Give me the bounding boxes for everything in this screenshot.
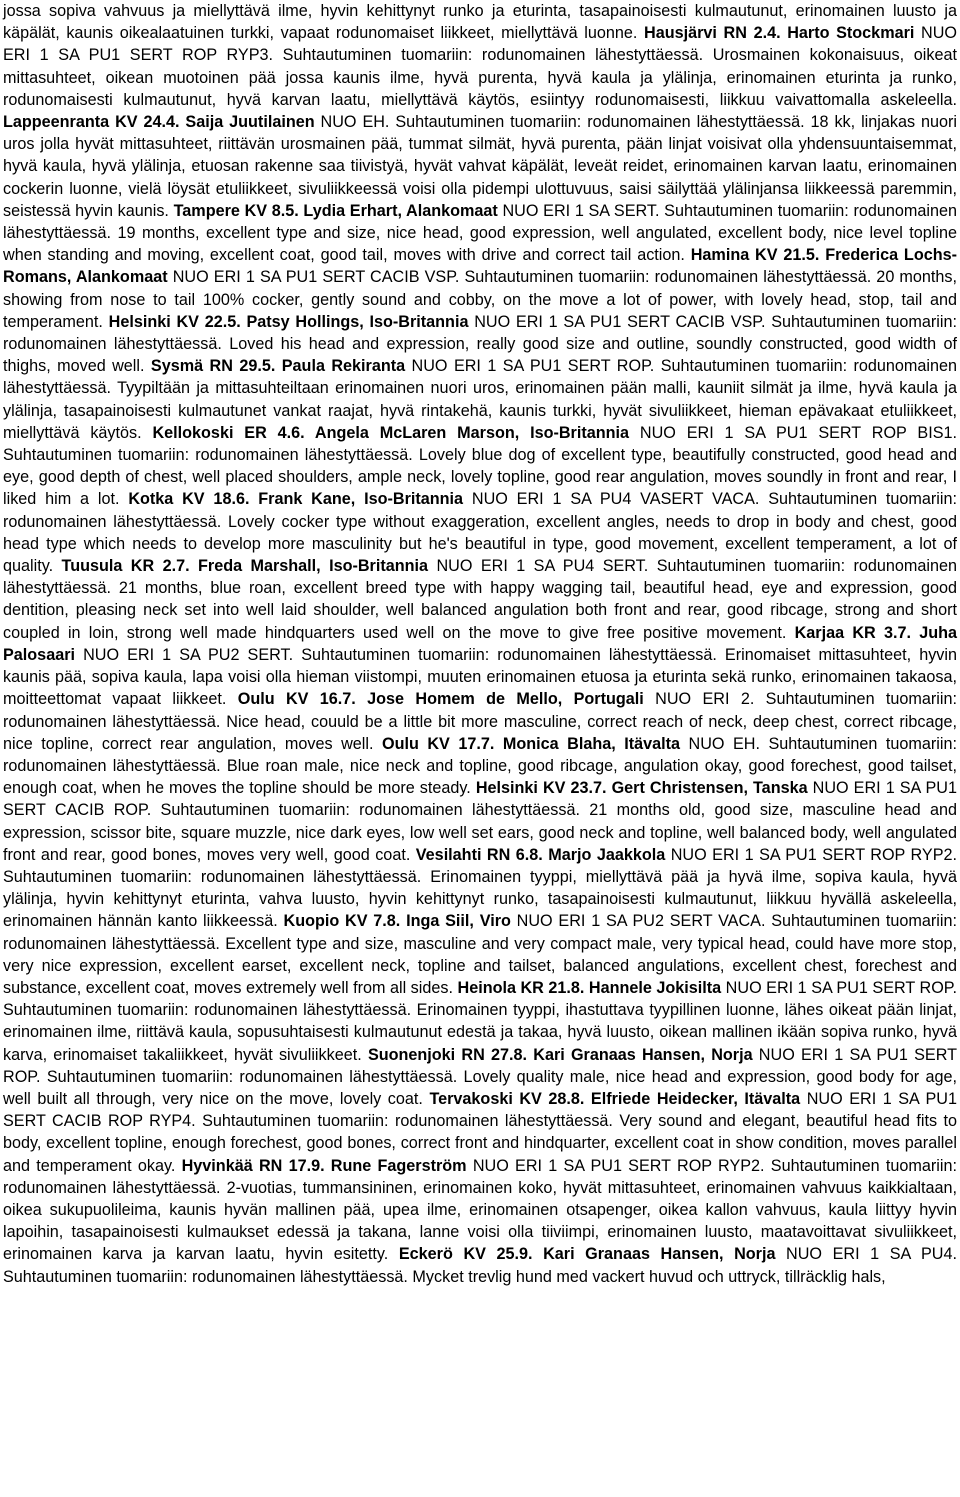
critique-text: NUO ERI 1 SA PU1 SERT ROP. Suhtautuminen tuomariin: rodunomainen lähestyttäessä. Erinomainen tyyppi, ihastuttava tyypillinen luonne, lähes oikeat pään linjat, erinomainen ilme, riittävä kaula, sopusuhtaisesti kulmautunut edestä ja takaa, hyvä luusto, oikean mallinen ikään sopiva runko, hyvä karva, erinomaiset takaliikkeet, hyvät sivuliikkeet. (3, 978, 957, 1064)
show-judge-heading: Hyvinkää RN 17.9. Rune Fagerström (181, 1156, 467, 1175)
show-judge-heading: Lappeenranta KV 24.4. Saija Juutilainen (3, 113, 315, 132)
critique-text: NUO EH. Suhtautuminen tuomariin: rodunomainen lähestyttäessä. Blue roan male, nice neck and topline, good ribcage, angulation okay, good forechest, good tailset, enough coat, when he moves the topline should be more steady. (3, 734, 957, 798)
show-judge-heading: Karjaa KR 3.7. Juha Palosaari (3, 623, 957, 664)
critique-text: NUO EH. Suhtautuminen tuomariin: rodunomainen lähestyttäessä. 18 kk, linjakas nuori uros jolla hyvät mittasuhteet, riittävän urosmainen pää, tummat silmät, hyvä purenta, pään linjat voisivat olla yhdensuuntaisemmat, hyvä kaula, hyvä ylälinja, etuosan rakenne saa tiivistyä, hyvät vahvat käpälät, leveät reidet, erinomainen karvan laatu, erinomainen cockerin luonne, vielä löysät etuliikkeet, sivuliikkeessä voisi olla pidempi ulottuvuus, saisi säilyttää ylälinjansa liikkeessä paremmin, seistessä hyvin kaunis. (3, 113, 957, 220)
critique-text: NUO ERI 2. Suhtautuminen tuomariin: rodunomainen lähestyttäessä. Nice head, couuld be a little bit more masculine, correct reach of neck, deep chest, correct ribcage, nice topline, correct rear angulation, moves well. (3, 690, 957, 753)
critique-text: NUO ERI 1 SA PU4. Suhtautuminen tuomariin: rodunomainen lähestyttäessä. Mycket trevlig hund med vackert huvud och uttryck, tillräcklig hals, (3, 1245, 957, 1286)
show-judge-heading: Vesilahti RN 6.8. Marjo Jaakkola (415, 845, 666, 864)
critique-text: NUO ERI 1 SA PU2 SERT. Suhtautuminen tuomariin: rodunomainen lähestyttäessä. Erinomaiset mittasuhteet, hyvin kaunis pää, sopiva kaula, lapa voisi olla hieman viistompi, muuten erinomainen etuosa ja eturinta sekä runko, erinomainen takaosa, moitteettomat vapaat liikkeet. (3, 645, 957, 709)
critique-text: NUO ERI 1 SA PU1 SERT CACIB ROP. Suhtautuminen tuomariin: rodunomainen lähestyttäessä. 21 months old, good size, masculine head and expression, scissor bite, square muzzle, nice dark eyes, low well set ears, good neck and topline, well balanced body, well angulated front and rear, good bones, moves very well, good coat. (3, 779, 957, 864)
show-judge-heading: Kotka KV 18.6. Frank Kane, Iso-Britannia (128, 490, 464, 509)
show-judge-heading: Hamina KV 21.5. Frederica Lochs-Romans, Alankomaat (3, 246, 957, 287)
critique-text: NUO ERI 1 SA SERT. Suhtautuminen tuomariin: rodunomainen lähestyttäessä. 19 months, excellent type and size, nice head, good expression, well angulated, excellent body, nice level topline when standing and moving, excellent coat, good tail, moves with drive and correct tail action. (3, 201, 957, 265)
critique-text: NUO ERI 1 SA PU2 SERT VACA. Suhtautuminen tuomariin: rodunomainen lähestyttäessä. Excellent type and size, masculine and very compact male, very typical head, could have more stop, very nice expression, excellent earset, excellent neck, topline and tailset, balanced angulations, excellent chest, forechest and substance, excellent coat, moves extremely well from all sides. (3, 912, 957, 997)
show-judge-heading: Hausjärvi RN 2.4. Harto Stockmari (644, 24, 915, 43)
critique-text: NUO ERI 1 SA PU1 SERT CACIB VSP. Suhtautuminen tuomariin: rodunomainen lähestyttäessä. Loved his head and expression, really good size and outline, soundly constructed, good width of thighs, moved well. (3, 312, 957, 376)
critique-text: NUO ERI 1 SA PU1 SERT ROP RYP3. Suhtautuminen tuomariin: rodunomainen lähestyttäessä. Urosmainen kokonaisuus, oikeat mittasuhteet, oikean muotoinen pää jossa kaunis ilme, hyvä purenta, hyvä kaula ja ylälinja, erinomainen eturinta ja runko, rodunomaisesti kulmautunut, hyvä karvan laatu, miellyttävä käytös, esiintyy rodunomaisesti, liikkuu vaivattomalla askeleella. (3, 24, 957, 109)
critique-text: NUO ERI 1 SA PU1 SERT ROP. Suhtautuminen tuomariin: rodunomainen lähestyttäessä. Lovely quality male, nice head and expression, good body for age, well built all through, very nice on the move, lovely coat. (3, 1045, 957, 1108)
show-judge-heading: Helsinki KV 23.7. Gert Christensen, Tanska (475, 779, 808, 798)
show-judge-heading: Eckerö KV 25.9. Kari Granaas Hansen, Norja (398, 1245, 776, 1264)
show-judge-heading: Helsinki KV 22.5. Patsy Hollings, Iso-Britannia (108, 312, 469, 331)
show-judge-heading: Oulu KV 17.7. Monica Blaha, Itävalta (381, 734, 681, 753)
results-paragraph (3, 0, 957, 1288)
show-judge-heading: Heinola KR 21.8. Hannele Jokisilta (457, 978, 722, 997)
show-judge-heading: Oulu KV 16.7. Jose Homem de Mello, Portugali (237, 690, 644, 709)
critique-text: NUO ERI 1 SA PU1 SERT CACIB VSP. Suhtautuminen tuomariin: rodunomainen lähestyttäessä. 20 months, showing from nose to tail 100% cocker, gently sound and cobby, on the move a lot of power, with lovely head, stop, tail and temperament. (3, 268, 957, 331)
critique-text: NUO ERI 1 SA PU1 SERT ROP. Suhtautuminen tuomariin: rodunomainen lähestyttäessä. Tyypiltään ja mittasuhteiltaan erinomainen nuori uros, erinomainen pään malli, kauniit silmät ja ilme, hyvä kaula ja ylälinja, tasapainoisesti kulmautunet vankat raajat, hyvä rintakehä, kaunis turkki, hyvät sivuliikkeet, hieman epävakaat etuliikkeet, miellyttävä käytös. (3, 357, 957, 442)
critique-text: jossa sopiva vahvuus ja miellyttävä ilme, hyvin kehittynyt runko ja eturinta, tasapainoisesti kulmautunut, erinomainen luusto ja käpälät, kaunis oikealaatuinen turkki, vapaat rodunomaiset liikkeet, miellyttävä luonne. (3, 2, 957, 43)
show-judge-heading: Suonenjoki RN 27.8. Kari Granaas Hansen, Norja (367, 1045, 753, 1064)
show-judge-heading: Tampere KV 8.5. Lydia Erhart, Alankomaat (173, 201, 498, 220)
critique-text: NUO ERI 1 SA PU1 SERT CACIB ROP RYP4. Suhtautuminen tuomariin: rodunomainen lähestyttäessä. Very sound and elegant, beautiful head fits to body, excellent topline, enough forechest, good bones, correct front and hindquarter, excellent coat in show condition, moves parallel and temperament okay. (3, 1089, 957, 1175)
critique-text: NUO ERI 1 SA PU1 SERT ROP RYP2. Suhtautuminen tuomariin: rodunomainen lähestyttäessä. Erinomainen tyyppi, miellyttävä pää ja hyvä ilme, sopiva kaula, hyvä ylälinja, hyvin kehittynyt eturinta, vahva luusto, hyvin kehittynyt runko, tasapainoisesti kulmautunut, liikkuu hyvällä askeleella, erinomainen hännän kanto liikkeessä. (3, 845, 957, 931)
critique-text: NUO ERI 1 SA PU1 SERT ROP RYP2. Suhtautuminen tuomariin: rodunomainen lähestyttäessä. 2-vuotias, tummansininen, erinomainen koko, hyvät mittasuhteet, erinomainen vahvuus kaikkialtaan, oikea sukupuolileima, kaunis hyvän mallinen pää, upea ilme, erinomainen otsapenger, oikea kallon vahvuus, kaula liittyy hyvin lapoihin, tasapainoisesti kulmaukset edessä ja takana, lanne voisi olla tiiviimpi, erinomainen luusto, maatavoittavat sivuliikkeet, erinomainen karva ja karvan laatu, hyvin esitetty. (3, 1156, 957, 1264)
critique-text: NUO ERI 1 SA PU4 SERT. Suhtautuminen tuomariin: rodunomainen lähestyttäessä. 21 months, blue roan, excellent breed type with happy wagging tail, beautiful head, eye and expression, good dentition, pleasing neck set into well laid shoulder, well balanced angulation both front and rear, good ribcage, strong and short coupled in loin, strong well made hindquarters used well on the move to give free positive movement. (3, 557, 957, 642)
critique-text: NUO ERI 1 SA PU1 SERT ROP BIS1. Suhtautuminen tuomariin: rodunomainen lähestyttäessä. Lovely blue dog of excellent type, beautifully constructed, good head and eye, good depth of chest, well placed shoulders, ample neck, lovely topline, good rear angulation, moves soundly in front and rear, I liked him a lot. (3, 423, 957, 509)
show-judge-heading: Tervakoski KV 28.8. Elfriede Heidecker, Itävalta (429, 1089, 801, 1108)
critique-text: NUO ERI 1 SA PU4 VASERT VACA. Suhtautuminen tuomariin: rodunomainen lähestyttäessä. Lovely cocker type without exaggeration, excellent angles, needs to drop in body and chest, good head type which needs to develop more masculinity but he's beautiful in type, good movement, excellent temperament, a lot of quality. (3, 490, 958, 576)
show-judge-heading: Tuusula KR 2.7. Freda Marshall, Iso-Britannia (61, 557, 429, 576)
show-judge-heading: Kellokoski ER 4.6. Angela McLaren Marson, Iso-Britannia (152, 423, 630, 442)
show-judge-heading: Sysmä RN 29.5. Paula Rekiranta (150, 357, 406, 376)
show-judge-heading: Kuopio KV 7.8. Inga Siil, Viro (283, 912, 511, 931)
